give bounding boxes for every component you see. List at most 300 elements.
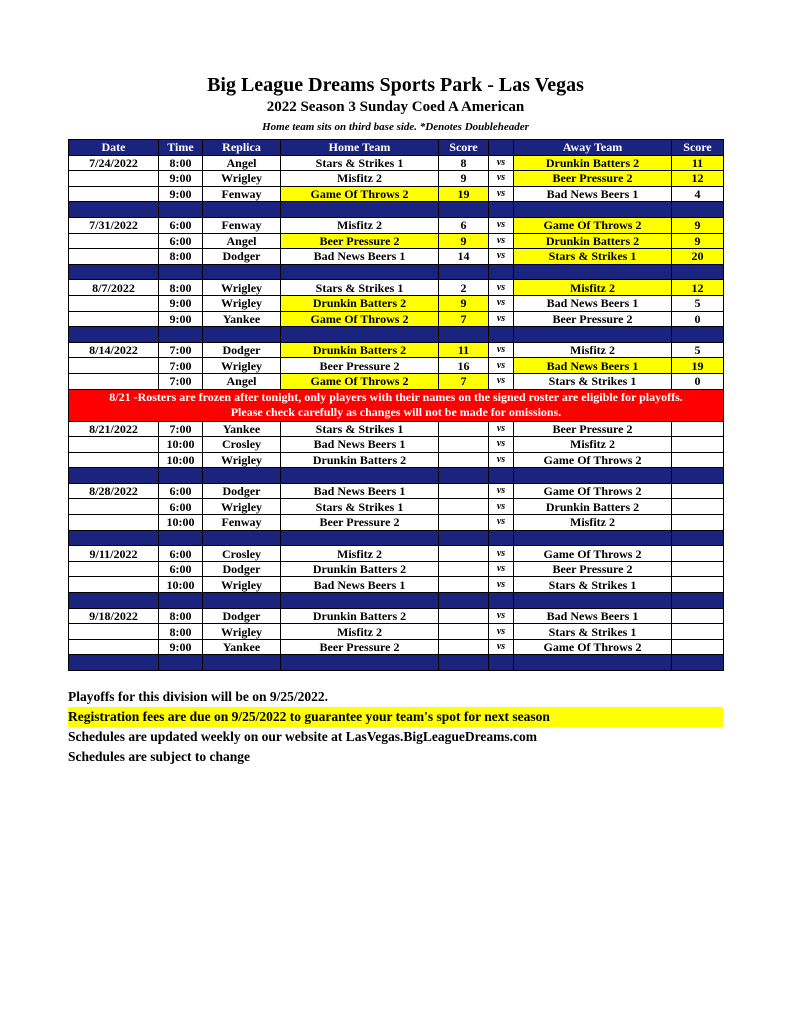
table-row [69,373,724,389]
separator-cell [281,264,439,280]
home-team-cell: Bad News Beers 1 [281,577,439,593]
away-score-cell: 20 [672,249,724,265]
replica-cell: Dodger [203,249,281,265]
separator-cell [69,530,159,546]
separator-cell [69,468,159,484]
time-cell: 9:00 [159,171,203,187]
column-header-time: Time [159,140,203,156]
replica-cell: Wrigley [203,452,281,468]
home-score-cell: 16 [439,358,489,374]
vs-cell: vs [489,515,514,531]
table-row [69,186,724,202]
away-team-cell: Stars & Strikes 1 [514,373,672,389]
home-team-cell: Game Of Throws 2 [281,373,439,389]
table-row [69,295,724,311]
time-cell: 6:00 [159,499,203,515]
date-cell [69,171,159,187]
away-score-cell: 19 [672,358,724,374]
separator-cell [159,327,203,343]
home-score-cell [439,639,489,655]
separator-cell [489,593,514,609]
home-score-cell [439,561,489,577]
separator-cell [439,530,489,546]
vs-cell: vs [489,233,514,249]
time-cell: 10:00 [159,515,203,531]
table-row [69,358,724,374]
vs-cell: vs [489,437,514,453]
separator-cell [439,264,489,280]
home-team-cell: Game Of Throws 2 [281,186,439,202]
away-score-cell: 9 [672,233,724,249]
vs-cell: vs [489,342,514,358]
separator-cell [514,327,672,343]
separator-cell [489,327,514,343]
away-score-cell [672,577,724,593]
time-cell: 8:00 [159,155,203,171]
separator-row [69,530,724,546]
header-note: Home team sits on third base side. *Denotes Doubleheader [262,121,529,133]
column-header-date: Date [69,140,159,156]
home-score-cell: 6 [439,217,489,233]
table-row [69,233,724,249]
roster-notice-line-2: Please check carefully as changes will not be made for omissions. [230,405,562,419]
separator-row [69,264,724,280]
vs-cell: vs [489,295,514,311]
separator-cell [672,264,724,280]
date-cell [69,639,159,655]
vs-cell: vs [489,577,514,593]
separator-cell [69,202,159,218]
away-team-cell: Beer Pressure 2 [514,561,672,577]
time-cell: 9:00 [159,311,203,327]
separator-cell [514,264,672,280]
away-team-cell: Misfitz 2 [514,437,672,453]
home-score-cell: 2 [439,280,489,296]
home-team-cell: Stars & Strikes 1 [281,155,439,171]
home-score-cell: 7 [439,311,489,327]
separator-cell [489,468,514,484]
home-team-cell: Misfitz 2 [281,546,439,562]
separator-cell [281,530,439,546]
time-cell: 7:00 [159,342,203,358]
replica-cell: Yankee [203,421,281,437]
date-cell [69,561,159,577]
vs-cell: vs [489,311,514,327]
home-team-cell: Drunkin Batters 2 [281,561,439,577]
playoffs-note: Playoffs for this division will be on 9/25/2022. [68,689,329,704]
home-team-cell: Stars & Strikes 1 [281,499,439,515]
page-subtitle: 2022 Season 3 Sunday Coed A American [266,99,525,115]
vs-cell: vs [489,608,514,624]
date-cell: 7/31/2022 [69,217,159,233]
home-score-cell: 9 [439,171,489,187]
replica-cell: Wrigley [203,295,281,311]
vs-cell: vs [489,217,514,233]
separator-cell [514,468,672,484]
table-row [69,452,724,468]
vs-cell: vs [489,155,514,171]
vs-cell: vs [489,373,514,389]
separator-row [69,468,724,484]
roster-notice-row [69,389,724,421]
home-score-cell [439,437,489,453]
home-team-cell: Beer Pressure 2 [281,233,439,249]
home-team-cell: Stars & Strikes 1 [281,421,439,437]
separator-cell [514,655,672,671]
date-cell: 8/7/2022 [69,280,159,296]
home-team-cell: Beer Pressure 2 [281,639,439,655]
subject-to-change-note: Schedules are subject to change [68,749,250,764]
separator-cell [69,264,159,280]
separator-cell [672,327,724,343]
away-score-cell: 12 [672,171,724,187]
home-team-cell: Drunkin Batters 2 [281,452,439,468]
home-team-cell: Misfitz 2 [281,217,439,233]
date-cell [69,437,159,453]
separator-cell [439,655,489,671]
replica-cell: Yankee [203,639,281,655]
date-cell [69,452,159,468]
time-cell: 10:00 [159,437,203,453]
away-team-cell: Game Of Throws 2 [514,546,672,562]
separator-cell [439,468,489,484]
date-cell: 8/28/2022 [69,483,159,499]
separator-cell [69,593,159,609]
separator-cell [281,655,439,671]
vs-cell: vs [489,624,514,640]
vs-cell: vs [489,452,514,468]
home-team-cell: Game Of Throws 2 [281,311,439,327]
separator-cell [159,468,203,484]
page-title: Big League Dreams Sports Park - Las Vegas [207,74,584,96]
away-score-cell [672,624,724,640]
separator-cell [203,327,281,343]
away-team-cell: Stars & Strikes 1 [514,249,672,265]
time-cell: 8:00 [159,608,203,624]
separator-cell [439,593,489,609]
home-team-cell: Stars & Strikes 1 [281,280,439,296]
separator-cell [672,202,724,218]
time-cell: 6:00 [159,233,203,249]
separator-row [69,202,724,218]
date-cell [69,515,159,531]
home-team-cell: Misfitz 2 [281,624,439,640]
separator-row [69,327,724,343]
vs-cell: vs [489,249,514,265]
separator-cell [203,468,281,484]
away-score-cell [672,561,724,577]
date-cell [69,295,159,311]
away-score-cell [672,515,724,531]
home-team-cell: Bad News Beers 1 [281,249,439,265]
date-cell [69,249,159,265]
separator-cell [159,530,203,546]
away-score-cell: 4 [672,186,724,202]
vs-cell: vs [489,499,514,515]
time-cell: 6:00 [159,561,203,577]
replica-cell: Dodger [203,342,281,358]
schedule-table-wrapper [68,139,723,671]
away-score-cell [672,639,724,655]
home-score-cell [439,546,489,562]
home-team-cell: Drunkin Batters 2 [281,295,439,311]
time-cell: 7:00 [159,358,203,374]
separator-cell [203,530,281,546]
away-team-cell: Beer Pressure 2 [514,171,672,187]
time-cell: 8:00 [159,249,203,265]
away-team-cell: Beer Pressure 2 [514,311,672,327]
replica-cell: Angel [203,155,281,171]
away-team-cell: Game Of Throws 2 [514,217,672,233]
vs-cell: vs [489,280,514,296]
home-team-cell: Beer Pressure 2 [281,515,439,531]
date-cell: 8/14/2022 [69,342,159,358]
website-note: Schedules are updated weekly on our website at LasVegas.BigLeagueDreams.com [68,729,538,744]
away-team-cell: Bad News Beers 1 [514,358,672,374]
time-cell: 6:00 [159,483,203,499]
replica-cell: Dodger [203,608,281,624]
replica-cell: Fenway [203,217,281,233]
table-row [69,437,724,453]
separator-cell [203,655,281,671]
away-team-cell: Game Of Throws 2 [514,452,672,468]
separator-cell [672,593,724,609]
table-row [69,608,724,624]
date-cell: 9/11/2022 [69,546,159,562]
away-score-cell [672,437,724,453]
separator-cell [514,530,672,546]
away-score-cell [672,608,724,624]
date-cell [69,624,159,640]
vs-cell: vs [489,358,514,374]
table-row [69,342,724,358]
column-header-vs [489,140,514,156]
date-cell [69,499,159,515]
home-team-cell: Drunkin Batters 2 [281,608,439,624]
away-team-cell: Drunkin Batters 2 [514,155,672,171]
column-header-away-team: Away Team [514,140,672,156]
separator-cell [439,327,489,343]
vs-cell: vs [489,186,514,202]
separator-cell [159,593,203,609]
date-cell [69,186,159,202]
table-row [69,249,724,265]
home-score-cell [439,499,489,515]
away-team-cell: Game Of Throws 2 [514,483,672,499]
separator-row [69,593,724,609]
date-cell: 9/18/2022 [69,608,159,624]
table-row [69,280,724,296]
registration-note: Registration fees are due on 9/25/2022 to guarantee your team's spot for next season [68,707,723,727]
table-row [69,483,724,499]
vs-cell: vs [489,546,514,562]
separator-cell [159,202,203,218]
time-cell: 7:00 [159,421,203,437]
replica-cell: Wrigley [203,499,281,515]
time-cell: 9:00 [159,639,203,655]
column-header-away-score: Score [672,140,724,156]
replica-cell: Dodger [203,483,281,499]
column-header-home-team: Home Team [281,140,439,156]
home-team-cell: Beer Pressure 2 [281,358,439,374]
time-cell: 10:00 [159,452,203,468]
home-team-cell: Bad News Beers 1 [281,483,439,499]
away-score-cell: 0 [672,373,724,389]
separator-cell [203,593,281,609]
home-score-cell [439,608,489,624]
replica-cell: Angel [203,233,281,249]
home-score-cell [439,421,489,437]
away-team-cell: Bad News Beers 1 [514,608,672,624]
replica-cell: Wrigley [203,358,281,374]
away-score-cell: 11 [672,155,724,171]
time-cell: 6:00 [159,217,203,233]
separator-cell [69,655,159,671]
home-score-cell: 14 [439,249,489,265]
away-team-cell: Drunkin Batters 2 [514,499,672,515]
table-row [69,577,724,593]
replica-cell: Fenway [203,515,281,531]
away-team-cell: Stars & Strikes 1 [514,577,672,593]
time-cell: 6:00 [159,546,203,562]
away-team-cell: Bad News Beers 1 [514,295,672,311]
replica-cell: Yankee [203,311,281,327]
date-cell [69,233,159,249]
replica-cell: Fenway [203,186,281,202]
table-row [69,639,724,655]
separator-cell [672,468,724,484]
vs-cell: vs [489,561,514,577]
home-score-cell: 19 [439,186,489,202]
replica-cell: Wrigley [203,171,281,187]
roster-notice-line-1: 8/21 -Rosters are frozen after tonight, only players with their names on the signed roster are eligible for playoffs. [109,390,683,404]
table-row [69,561,724,577]
separator-cell [489,202,514,218]
separator-cell [69,327,159,343]
schedule-table [68,139,724,671]
home-team-cell: Misfitz 2 [281,171,439,187]
replica-cell: Crosley [203,546,281,562]
away-team-cell: Misfitz 2 [514,342,672,358]
date-cell: 7/24/2022 [69,155,159,171]
footer-notes [68,687,723,767]
away-team-cell: Bad News Beers 1 [514,186,672,202]
table-row [69,217,724,233]
away-score-cell: 9 [672,217,724,233]
column-header-replica: Replica [203,140,281,156]
away-score-cell: 12 [672,280,724,296]
replica-cell: Wrigley [203,577,281,593]
time-cell: 7:00 [159,373,203,389]
away-score-cell [672,421,724,437]
home-score-cell [439,483,489,499]
date-cell: 8/21/2022 [69,421,159,437]
home-team-cell: Drunkin Batters 2 [281,342,439,358]
separator-cell [203,202,281,218]
separator-cell [514,593,672,609]
separator-cell [159,264,203,280]
away-score-cell: 5 [672,342,724,358]
replica-cell: Wrigley [203,280,281,296]
separator-cell [489,655,514,671]
separator-cell [514,202,672,218]
vs-cell: vs [489,171,514,187]
date-cell [69,358,159,374]
home-score-cell: 11 [439,342,489,358]
table-row [69,155,724,171]
replica-cell: Crosley [203,437,281,453]
separator-cell [281,202,439,218]
away-score-cell [672,499,724,515]
away-score-cell [672,546,724,562]
home-score-cell [439,515,489,531]
date-cell [69,577,159,593]
away-team-cell: Misfitz 2 [514,515,672,531]
replica-cell: Wrigley [203,624,281,640]
separator-cell [159,655,203,671]
table-row [69,421,724,437]
home-score-cell: 7 [439,373,489,389]
table-row [69,515,724,531]
time-cell: 8:00 [159,280,203,296]
home-score-cell: 9 [439,295,489,311]
away-score-cell [672,483,724,499]
replica-cell: Angel [203,373,281,389]
vs-cell: vs [489,639,514,655]
date-cell [69,311,159,327]
home-team-cell: Bad News Beers 1 [281,437,439,453]
home-score-cell: 9 [439,233,489,249]
away-team-cell: Misfitz 2 [514,280,672,296]
table-row [69,171,724,187]
table-row [69,546,724,562]
date-cell [69,373,159,389]
separator-cell [489,530,514,546]
home-score-cell [439,577,489,593]
vs-cell: vs [489,421,514,437]
away-team-cell: Stars & Strikes 1 [514,624,672,640]
separator-cell [281,327,439,343]
separator-cell [281,468,439,484]
table-row [69,624,724,640]
schedule-body [69,155,724,670]
separator-cell [489,264,514,280]
separator-cell [672,530,724,546]
away-score-cell: 0 [672,311,724,327]
home-score-cell: 8 [439,155,489,171]
column-header-home-score: Score [439,140,489,156]
home-score-cell [439,624,489,640]
table-header-row [69,140,724,156]
away-team-cell: Beer Pressure 2 [514,421,672,437]
away-team-cell: Game Of Throws 2 [514,639,672,655]
table-row [69,499,724,515]
separator-row [69,655,724,671]
separator-cell [439,202,489,218]
separator-cell [672,655,724,671]
time-cell: 9:00 [159,186,203,202]
home-score-cell [439,452,489,468]
roster-notice [69,389,724,421]
separator-cell [281,593,439,609]
time-cell: 8:00 [159,624,203,640]
time-cell: 10:00 [159,577,203,593]
away-score-cell: 5 [672,295,724,311]
table-row [69,311,724,327]
replica-cell: Dodger [203,561,281,577]
vs-cell: vs [489,483,514,499]
separator-cell [203,264,281,280]
